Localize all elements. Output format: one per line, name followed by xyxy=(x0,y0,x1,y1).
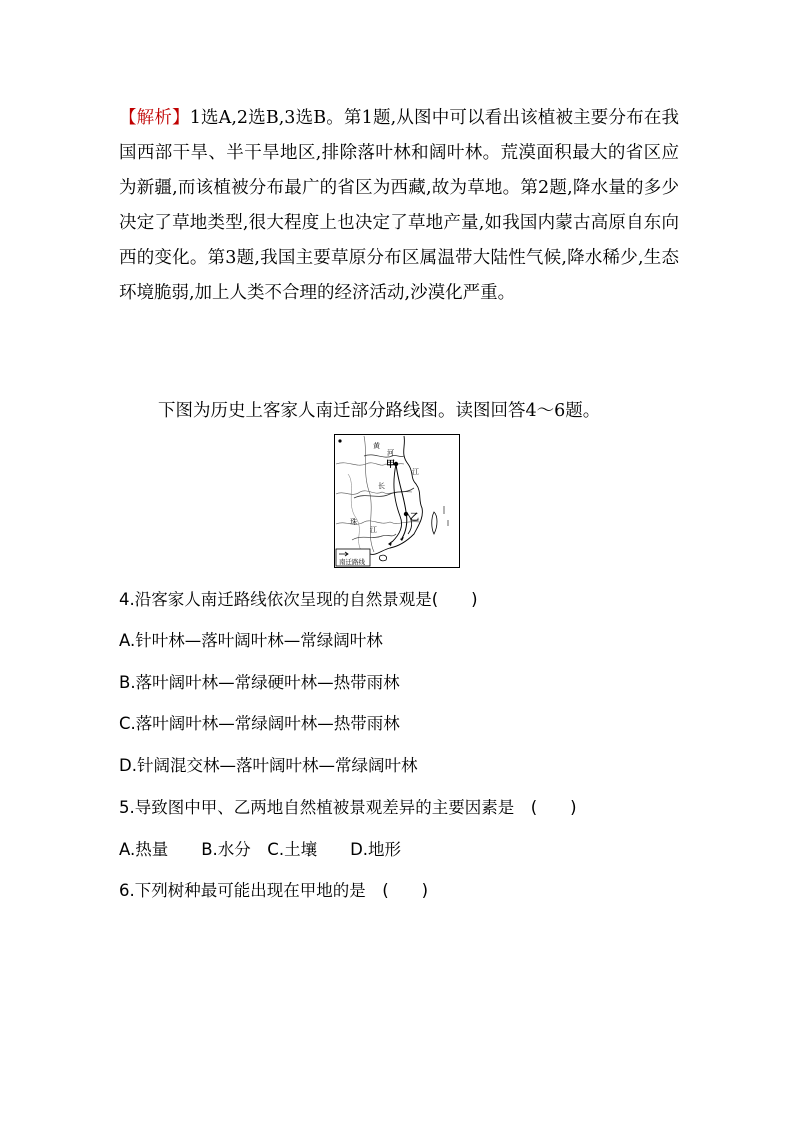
analysis-paragraph xyxy=(119,101,679,311)
map-label-yi: 乙 xyxy=(410,513,420,523)
map-intro: 下图为历史上客家人南迁部分路线图。读图回答4～6题。 xyxy=(158,401,601,421)
map-label-jiang-2: 江 xyxy=(370,526,377,534)
map-svg xyxy=(334,434,460,568)
point-yi xyxy=(404,512,408,516)
analysis-tag: 【解析】 xyxy=(119,108,190,128)
hakka-migration-map xyxy=(334,434,460,568)
question-6-stem: 6.下列树种最可能出现在甲地的是 ( ) xyxy=(119,881,429,900)
question-4-option-b: B.落叶阔叶林—常绿硬叶林—热带雨林 xyxy=(119,673,400,692)
question-4-option-d: D.针阔混交林—落叶阔叶林—常绿阔叶林 xyxy=(119,756,418,775)
analysis-body: 1选A,2选B,3选B。第1题,从图中可以看出该植被主要分布在我国西部干旱、半干旱地区,排除落叶林和阔叶林。荒漠面积最大的省区应为新疆,而该植被分布最广的省区为西藏,故为草地。第2题,降水量的多少决定了草地类型,很大程度上也决定了草地产量,如我国内蒙古高原自东向西的变化。第3题,我国主要草原分布区属温带大陆性气候,降水稀少,生态环境脆弱,加上人类不合理的经济活动,沙漠化严重。 xyxy=(119,108,679,303)
question-4-option-c: C.落叶阔叶林—常绿阔叶林—热带雨林 xyxy=(119,714,400,733)
question-5-options: A.热量 B.水分 C.土壤 D.地形 xyxy=(119,840,402,859)
map-label-jiang-1: 江 xyxy=(412,468,419,476)
map-legend-label: 南迁路线 xyxy=(339,558,365,566)
map-label-zhu: 珠 xyxy=(350,518,357,526)
map-label-jia: 甲 xyxy=(386,460,396,470)
question-4-option-a: A.针叶林—落叶阔叶林—常绿阔叶林 xyxy=(119,631,383,650)
map-label-he: 河 xyxy=(387,449,394,457)
question-4-stem: 4.沿客家人南迁路线依次呈现的自然景观是( ) xyxy=(119,590,478,609)
question-5-stem: 5.导致图中甲、乙两地自然植被景观差异的主要因素是 ( ) xyxy=(119,798,577,817)
map-label-huang: 黄 xyxy=(373,442,380,450)
map-label-chang: 长 xyxy=(378,482,385,490)
